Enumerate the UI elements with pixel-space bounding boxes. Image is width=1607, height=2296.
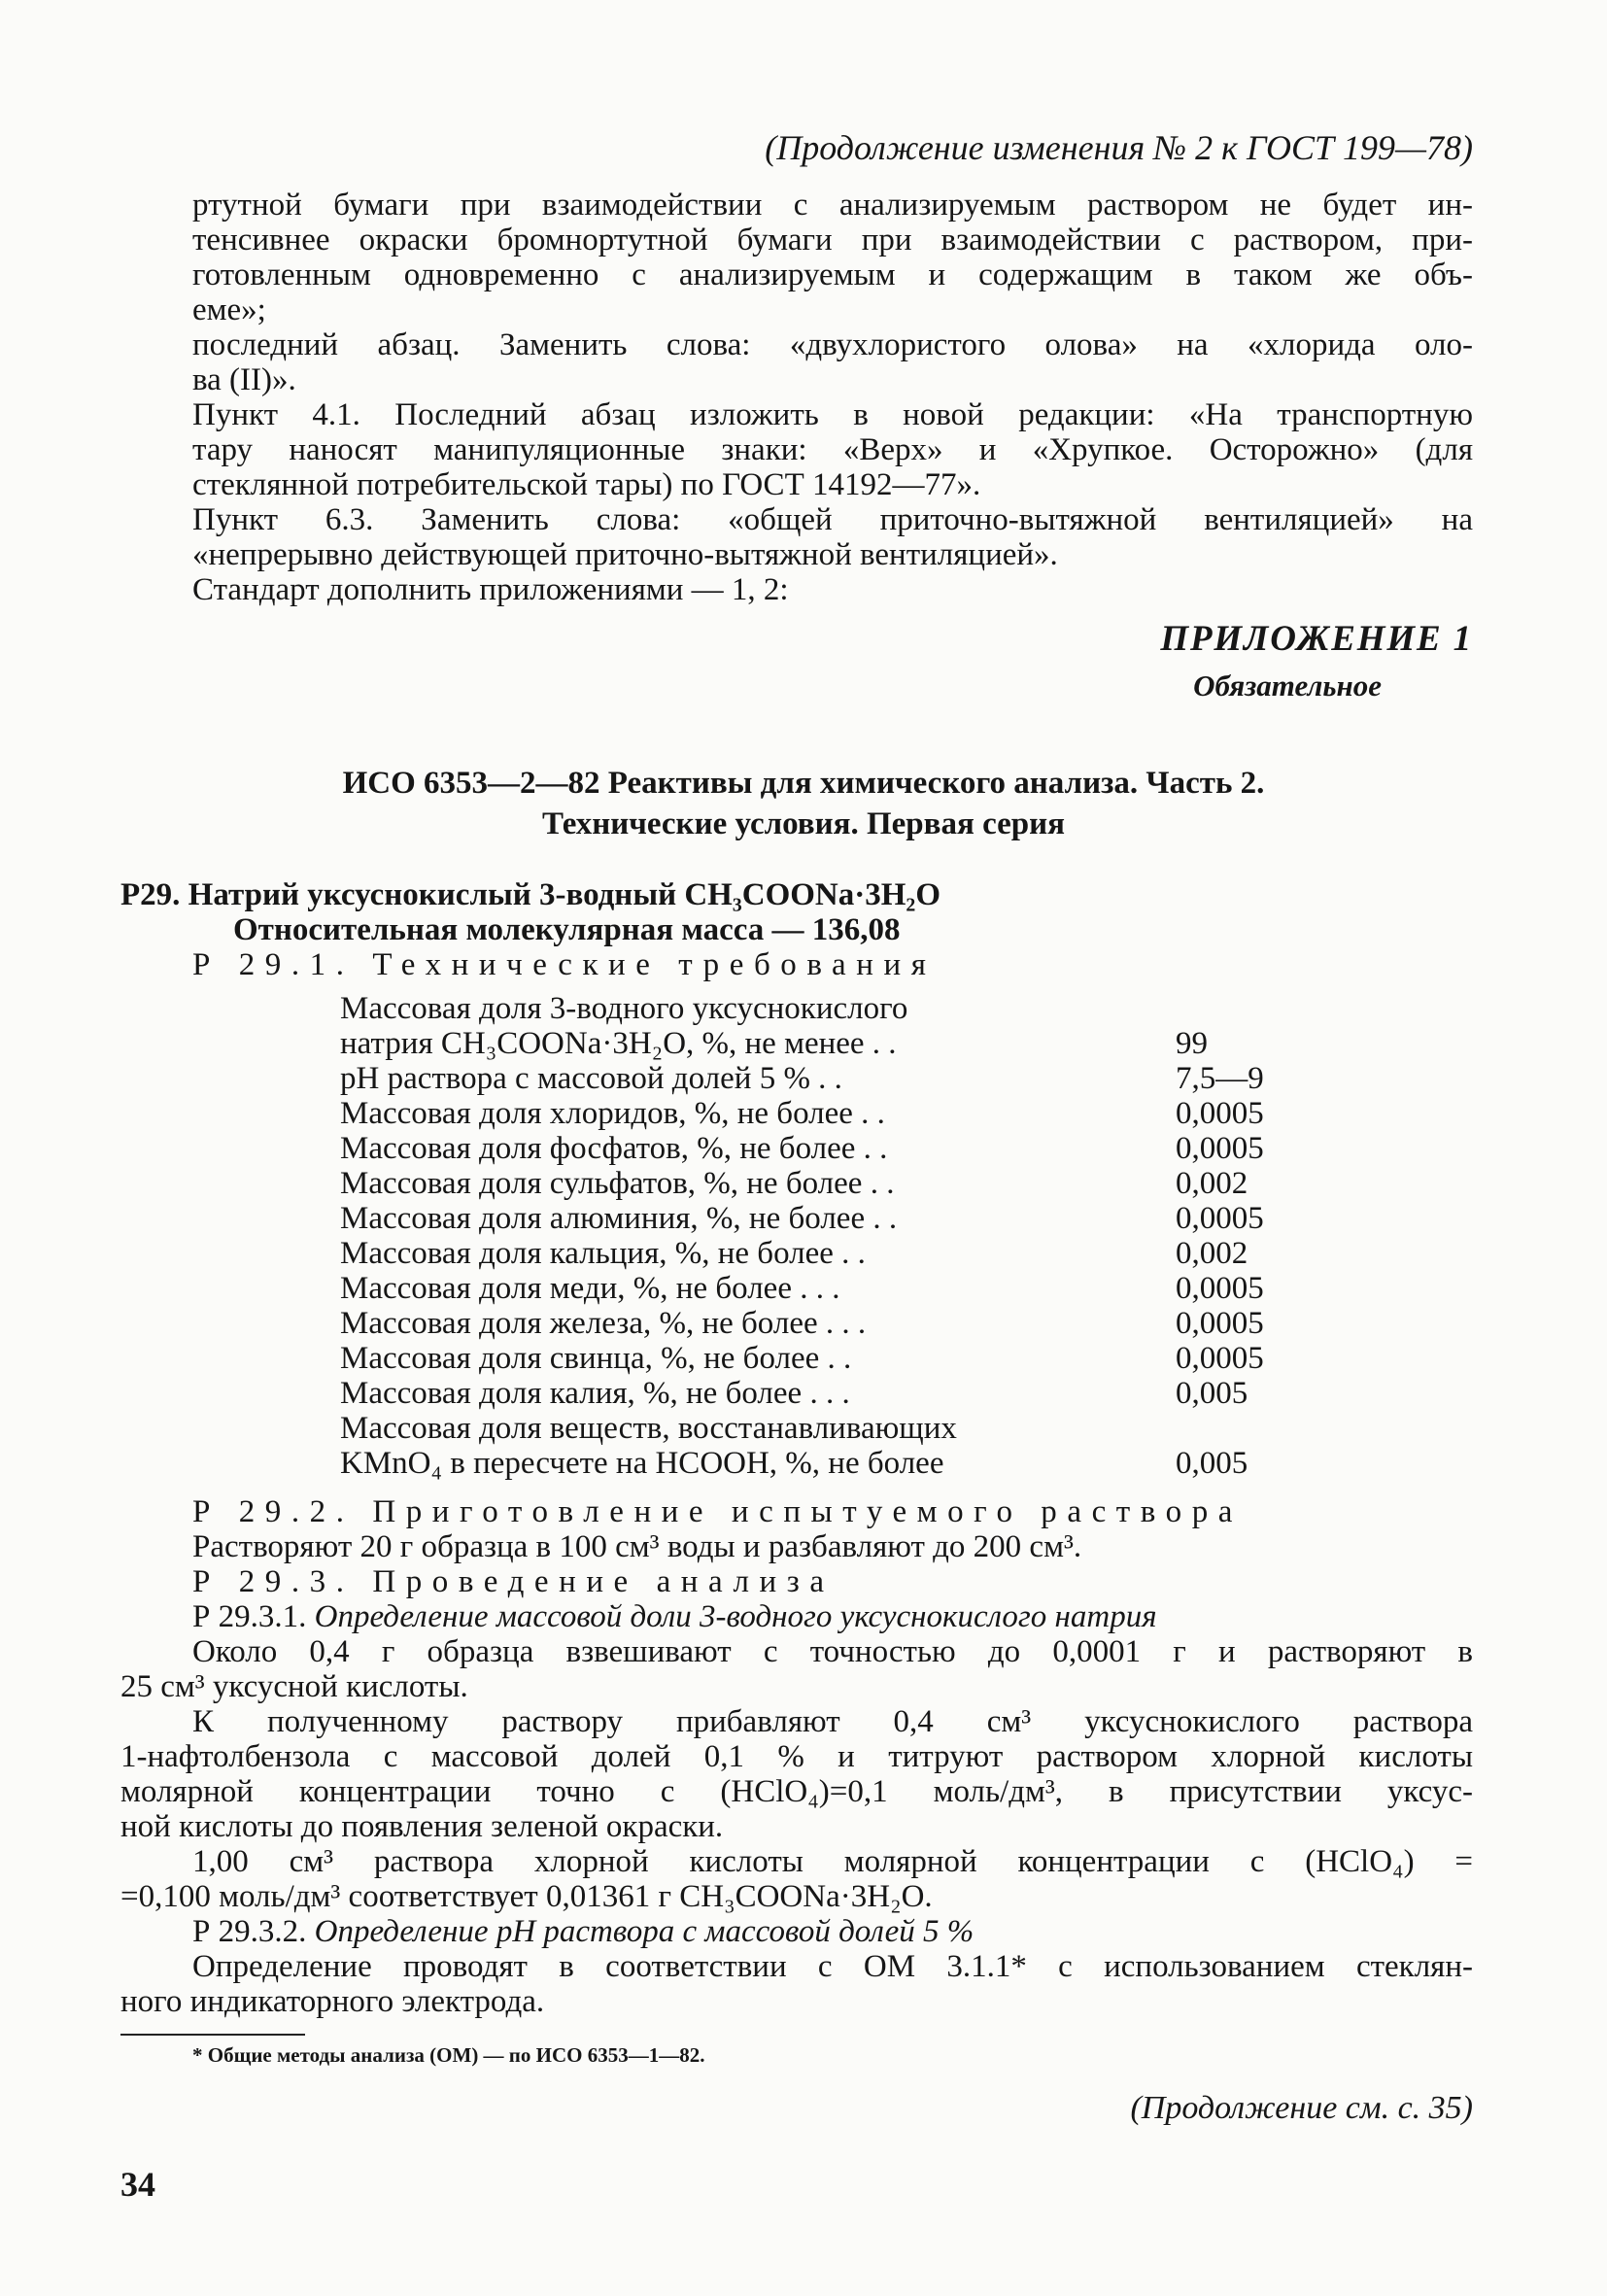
continuation-note: (Продолжение см. с. 35) <box>1130 2090 1473 2126</box>
requirement-label: Массовая доля алюминия, %, не более . . <box>340 1201 898 1236</box>
appendix-title: ПРИЛОЖЕНИЕ 1 <box>1160 619 1473 659</box>
requirement-label: натрия CH₃COONa·3H₂O, %, не менее . . <box>340 1026 897 1061</box>
text-line: Растворяют 20 г образца в 100 см³ воды и разбавляют до 200 см³. <box>192 1529 1082 1564</box>
text-line: 1,00 см³ раствора хлорной кислоты молярной концентрации c (HClO₄) = <box>192 1844 1473 1879</box>
requirement-label: Массовая доля 3-водного уксуснокислого <box>340 991 908 1026</box>
requirement-value: 99 <box>1176 1026 1208 1061</box>
iso-title-2: Технические условия. Первая серия <box>541 806 1066 841</box>
text-line: «непрерывно действующей приточно-вытяжной вентиляцией». <box>192 537 1058 572</box>
requirement-value: 0,0005 <box>1176 1096 1264 1131</box>
page-header: (Продолжение изменения № 2 к ГОСТ 199—78) <box>765 128 1473 167</box>
requirement-label: Массовая доля калия, %, не более . . . <box>340 1376 850 1411</box>
requirement-value: 0,0005 <box>1176 1341 1264 1376</box>
requirement-value: 0,0005 <box>1176 1131 1264 1166</box>
requirement-value: 0,005 <box>1176 1446 1248 1481</box>
text-line: еме»; <box>192 292 266 327</box>
requirement-label: Массовая доля железа, %, не более . . . <box>340 1306 867 1341</box>
text-line: ного индикаторного электрода. <box>120 1984 545 2019</box>
requirement-label: Массовая доля хлоридов, %, не более . . <box>340 1096 885 1131</box>
requirement-label: Массовая доля фосфатов, %, не более . . <box>340 1131 888 1166</box>
requirement-value: 0,002 <box>1176 1236 1248 1271</box>
text-line: Определение проводят в соответствии с ОМ 3.1.1* с использованием стеклян- <box>192 1949 1473 1984</box>
iso-title-1: ИСО 6353—2—82 Реактивы для химического анализа. Часть 2. <box>342 766 1265 801</box>
section-p292-heading: Р 29.2. Приготовление испытуемого раствора <box>192 1494 1244 1529</box>
text-line: К полученному раствору прибавляют 0,4 см³ уксуснокислого раствора <box>192 1704 1473 1739</box>
requirement-value: 0,005 <box>1176 1376 1248 1411</box>
text-line: последний абзац. Заменить слова: «двухлористого олова» на «хлорида оло- <box>192 327 1473 362</box>
section-title: Определение pH раствора с массовой долей 5 % <box>314 1914 974 1949</box>
requirement-label: pH раствора с массовой долей 5 % . . <box>340 1061 842 1096</box>
appendix-subtitle: Обязательное <box>1193 668 1382 703</box>
requirement-label: KMnO₄ в пересчете на HCOOH, %, не более <box>340 1446 944 1481</box>
requirement-label: Массовая доля меди, %, не более . . . <box>340 1271 840 1306</box>
footnote: * Общие методы анализа (ОМ) — по ИСО 6353—1—82. <box>192 2043 705 2067</box>
text-line: готовленным одновременно с анализируемым и содержащим в таком же объ- <box>192 257 1473 292</box>
text-line: Стандарт дополнить приложениями — 1, 2: <box>192 572 789 607</box>
text-line: 25 см³ уксусной кислоты. <box>120 1669 468 1704</box>
section-title: Определение массовой доли 3-водного уксуснокислого натрия <box>314 1599 1157 1634</box>
requirement-label: Массовая доля сульфатов, %, не более . . <box>340 1166 895 1201</box>
footnote-rule <box>120 2034 305 2036</box>
section-p29-title: Р29. Натрий уксуснокислый 3-водный CH₃COONa·3H₂O <box>120 877 940 912</box>
text-line: 1-нафтолбензола с массовой долей 0,1 % и титруют раствором хлорной кислоты <box>120 1739 1473 1774</box>
text-line: ва (II)». <box>192 362 296 397</box>
requirement-value: 0,0005 <box>1176 1306 1264 1341</box>
section-p29-mass: Относительная молекулярная масса — 136,08 <box>233 912 901 947</box>
text-line: Пункт 6.3. Заменить слова: «общей приточно-вытяжной вентиляцией» на <box>192 502 1473 537</box>
text-line: ной кислоты до появления зеленой окраски. <box>120 1809 724 1844</box>
section-p293-heading: Р 29.3. Проведение анализа <box>192 1564 835 1599</box>
text-line: Пункт 4.1. Последний абзац изложить в новой редакции: «На транспортную <box>192 397 1473 432</box>
section-p291-heading: Р 29.1. Технические требования <box>192 947 937 982</box>
section-p2932-heading <box>192 1914 974 1949</box>
section-p2931-heading <box>192 1599 1157 1634</box>
requirement-value: 7,5—9 <box>1176 1061 1264 1096</box>
requirement-label: Массовая доля веществ, восстанавливающих <box>340 1411 957 1446</box>
page-number: 34 <box>120 2165 155 2204</box>
text-line: =0,100 моль/дм³ соответствует 0,01361 г CH₃COONa·3H₂O. <box>120 1879 933 1914</box>
requirement-value: 0,002 <box>1176 1166 1248 1201</box>
requirement-value: 0,0005 <box>1176 1201 1264 1236</box>
text-line: стеклянной потребительской тары) по ГОСТ 14192—77». <box>192 467 981 502</box>
text-line: Около 0,4 г образца взвешивают с точностью до 0,0001 г и растворяют в <box>192 1634 1473 1669</box>
section-number: Р 29.3.2. <box>192 1914 307 1949</box>
requirement-label: Массовая доля кальция, %, не более . . <box>340 1236 866 1271</box>
requirement-value: 0,0005 <box>1176 1271 1264 1306</box>
text-line: тенсивнее окраски бромнортутной бумаги при взаимодействии с раствором, при- <box>192 223 1473 257</box>
requirement-label: Массовая доля свинца, %, не более . . <box>340 1341 852 1376</box>
text-line: молярной концентрации точно c (HClO₄)=0,1 моль/дм³, в присутствии уксус- <box>120 1774 1473 1809</box>
section-number: Р 29.3.1. <box>192 1599 307 1634</box>
text-line: тару наносят манипуляционные знаки: «Верх» и «Хрупкое. Осторожно» (для <box>192 432 1473 467</box>
text-line: ртутной бумаги при взаимодействии с анализируемым раствором не будет ин- <box>192 188 1473 223</box>
